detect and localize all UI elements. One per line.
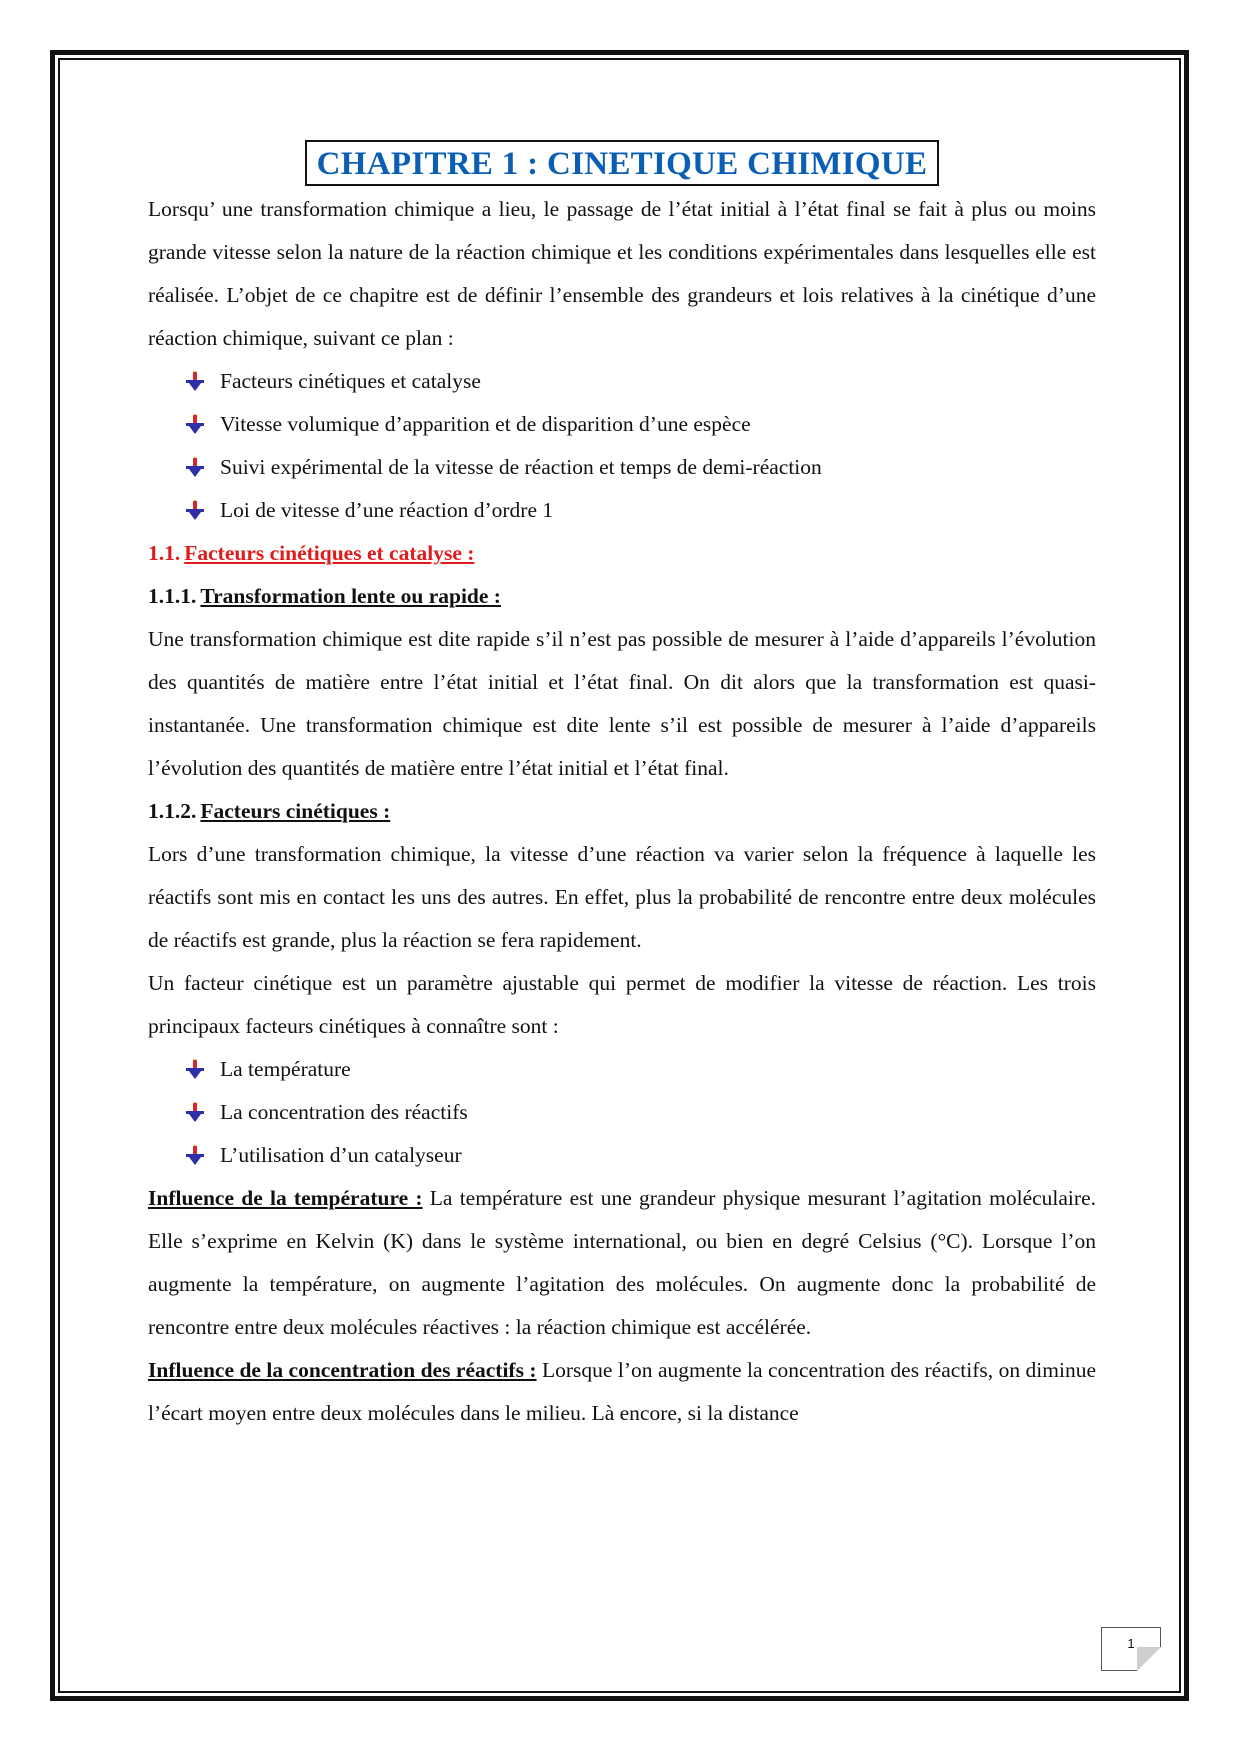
list-item: [186, 403, 1096, 446]
temperature-text: La température est une grandeur physique mesurant l’agitation moléculaire. Elle s’exprime en Kelvin (K) dans le système international, ou bien en degré Celsius (°C). Lorsque l’on augmente la température, on augmente l’agitation des molécules. On augmente donc la probabilité de rencontre entre deux molécules réactives : la réaction chimique est accélérée.: [148, 1186, 1096, 1339]
list-item-text: Suivi expérimental de la vitesse de réaction et temps de demi-réaction: [220, 455, 822, 479]
list-item: [186, 489, 1096, 532]
list-item: [186, 1091, 1096, 1134]
arrow-down-bullet-icon: [186, 1059, 204, 1081]
list-item: [186, 360, 1096, 403]
section-label: Facteurs cinétiques :: [200, 799, 391, 823]
list-item-text: Facteurs cinétiques et catalyse: [220, 369, 481, 393]
concentration-paragraph: [148, 1349, 1096, 1435]
list-item: [186, 1048, 1096, 1091]
section-heading-1-1-1: [148, 575, 1096, 618]
list-item: [186, 1134, 1096, 1177]
arrow-down-bullet-icon: [186, 414, 204, 436]
arrow-down-bullet-icon: [186, 371, 204, 393]
title-wrapper: [148, 140, 1096, 186]
facteurs-paragraph-1: Lors d’une transformation chimique, la vitesse d’une réaction va varier selon la fréquence à laquelle les réactifs sont mis en contact les uns des autres. En effet, plus la probabilité de rencontre entre deux molécules de réactifs est grande, plus la réaction se fera rapidement.: [148, 842, 1096, 952]
section-heading-1-1: [148, 532, 1096, 575]
page-fold-icon: [1137, 1647, 1161, 1671]
intro-paragraph: Lorsqu’ une transformation chimique a lieu, le passage de l’état initial à l’état final se fait à plus ou moins grande vitesse selon la nature de la réaction chimique et les conditions expérimentales dans lesquelles elle est réalisée. L’objet de ce chapitre est de définir l’ensemble des grandeurs et lois relatives à la cinétique d’une réaction chimique, suivant ce plan :: [148, 197, 1096, 350]
list-item: [186, 446, 1096, 489]
transformation-paragraph: Une transformation chimique est dite rapide s’il n’est pas possible de mesurer à l’aide d’appareils l’évolution des quantités de matière entre l’état initial et l’état final. On dit alors que la transformation est quasi-instantanée. Une transformation chimique est dite lente s’il est possible de mesurer à l’aide d’appareils l’évolution des quantités de matière entre l’état initial et l’état final.: [148, 627, 1096, 780]
arrow-down-bullet-icon: [186, 1102, 204, 1124]
page-number: 1: [1127, 1636, 1135, 1651]
list-item-text: La concentration des réactifs: [220, 1100, 468, 1124]
temperature-heading: Influence de la température :: [148, 1186, 423, 1210]
section-number: 1.1.: [148, 541, 181, 565]
list-item-text: L’utilisation d’un catalyseur: [220, 1143, 462, 1167]
section-label: Transformation lente ou rapide :: [200, 584, 501, 608]
section-number: 1.1.1.: [148, 584, 197, 608]
section-label: Facteurs cinétiques et catalyse :: [184, 541, 475, 565]
plan-list: [148, 360, 1096, 532]
arrow-down-bullet-icon: [186, 457, 204, 479]
list-item-text: Vitesse volumique d’apparition et de disparition d’une espèce: [220, 412, 751, 436]
list-item-text: La température: [220, 1057, 351, 1081]
arrow-down-bullet-icon: [186, 500, 204, 522]
concentration-text: Lorsque l’on augmente la concentration des réactifs, on diminue l’écart moyen entre deux molécules dans le milieu. Là encore, si la distance: [148, 1358, 1097, 1425]
arrow-down-bullet-icon: [186, 1145, 204, 1167]
concentration-heading: Influence de la concentration des réactifs :: [148, 1358, 537, 1382]
page-number-box: [1101, 1627, 1161, 1671]
section-heading-1-1-2: [148, 790, 1096, 833]
facteurs-paragraph-2: Un facteur cinétique est un paramètre ajustable qui permet de modifier la vitesse de réaction. Les trois principaux facteurs cinétiques à connaître sont :: [148, 971, 1096, 1038]
facteurs-list: [148, 1048, 1096, 1177]
section-number: 1.1.2.: [148, 799, 197, 823]
document-content: [148, 140, 1096, 1435]
temperature-paragraph: [148, 1177, 1096, 1349]
chapter-title: CHAPITRE 1 : CINETIQUE CHIMIQUE: [305, 140, 940, 186]
list-item-text: Loi de vitesse d’une réaction d’ordre 1: [220, 498, 554, 522]
